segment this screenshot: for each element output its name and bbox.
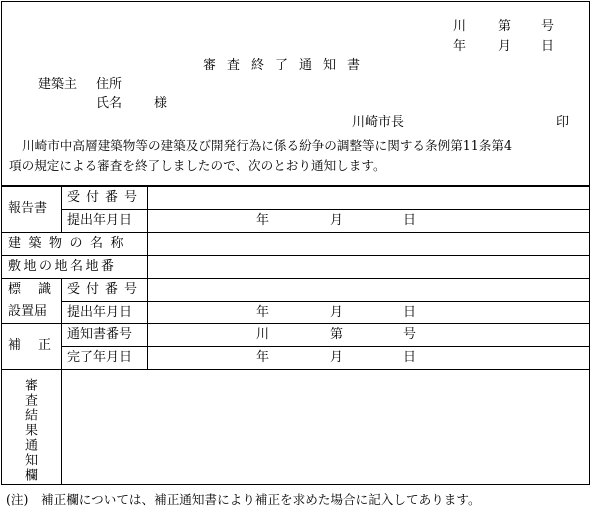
- report-receipt-number-label: 受付番号: [67, 190, 144, 205]
- body-text-line1: 川崎市中高層建築物等の建築及び開発行為に係る紛争の調整等に関する条例第11条第4: [22, 138, 513, 153]
- issue-number-dai: 第: [498, 19, 512, 34]
- site-address-label: 敷地の地名地番: [8, 259, 117, 274]
- sign-submit-date-label: 提出年月日: [67, 305, 133, 320]
- correction-notice-number-label: 通知書番号: [67, 327, 133, 342]
- sign-label-line1: 標 識: [8, 282, 54, 297]
- report-date-year: 年: [256, 213, 270, 228]
- report-date-month: 月: [330, 213, 344, 228]
- sign-date-year: 年: [256, 305, 270, 320]
- building-name-label: 建築物の名称: [8, 236, 132, 251]
- correction-date-day: 日: [403, 350, 417, 365]
- owner-label: 建築主: [38, 77, 78, 92]
- date-year: 年: [453, 39, 467, 54]
- sign-receipt-number-label: 受付番号: [67, 282, 144, 297]
- correction-notice-kawa: 川: [256, 327, 270, 342]
- rule: [61, 209, 590, 210]
- sign-date-day: 日: [403, 305, 417, 320]
- honorific: 様: [154, 96, 168, 111]
- sign-date-month: 月: [330, 305, 344, 320]
- date-month: 月: [498, 39, 512, 54]
- issue-number-go: 号: [541, 19, 555, 34]
- issue-number-kawa: 川: [453, 19, 467, 34]
- mayor-name: 川崎市長: [352, 115, 405, 130]
- name-label: 氏名: [96, 96, 123, 111]
- correction-date-year: 年: [256, 350, 270, 365]
- footnote: (注) 補正欄については、補正通知書により補正を求めた場合に記入してあります。: [6, 492, 481, 507]
- sign-label-line2: 設置届: [8, 304, 48, 319]
- body-text-line2: 項の規定による審査を終了しましたので、次のとおり通知します。: [9, 158, 386, 173]
- correction-notice-dai: 第: [330, 327, 344, 342]
- document-title: 審査終了通知書: [203, 58, 372, 73]
- review-result-label: 審査結果通知欄: [22, 378, 37, 483]
- date-day: 日: [541, 39, 555, 54]
- correction-label: 補 正: [8, 338, 54, 353]
- address-label: 住所: [96, 77, 123, 92]
- report-date-day: 日: [403, 213, 417, 228]
- correction-notice-go: 号: [403, 327, 417, 342]
- report-submit-date-label: 提出年月日: [67, 213, 133, 228]
- report-label: 報告書: [8, 201, 48, 216]
- correction-done-date-label: 完了年月日: [67, 350, 133, 365]
- correction-date-month: 月: [330, 350, 344, 365]
- seal-mark: 印: [556, 115, 570, 130]
